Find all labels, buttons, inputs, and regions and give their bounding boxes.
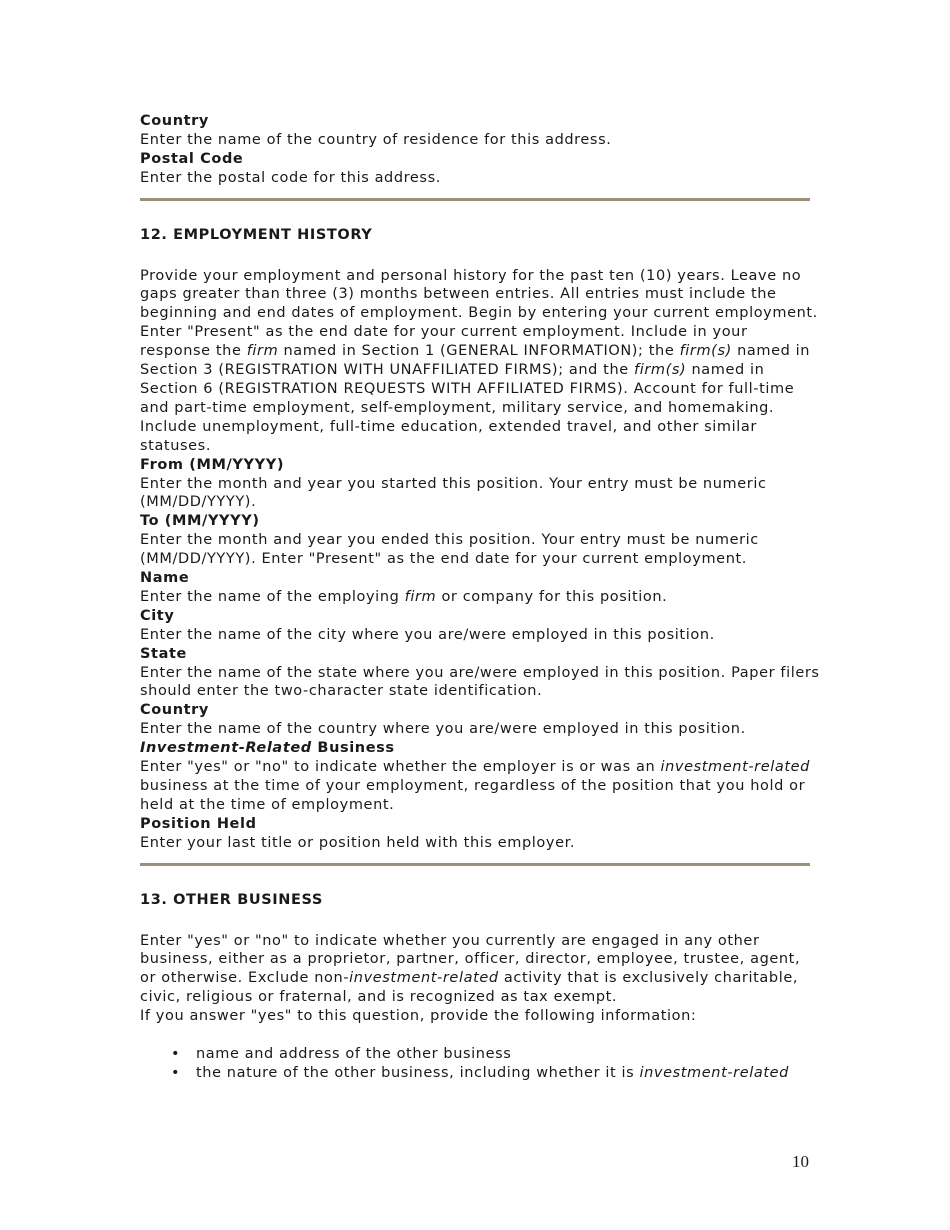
postal-code-label: Postal Code bbox=[140, 150, 244, 167]
section-12-heading: 12. EMPLOYMENT HISTORY bbox=[140, 226, 373, 243]
to-date-description: Enter the month and year you ended this position. Your entry must be numeric (MM/DD/YYYY). Enter "Present" as the end date for your current employment. bbox=[140, 532, 759, 568]
bullet-icon: • bbox=[171, 1046, 181, 1063]
state-description: Enter the name of the state where you are/were employed in this position. Paper filers should enter the two-character state identification. bbox=[140, 664, 820, 700]
employment-history-intro: Provide your employment and personal history for the past ten (10) years. Leave no gaps greater than three (3) months between entries. All entries must include the beginning and end dates of employment. Begin by entering your current employment. Enter "Present" as the end date for your current employment. Include in your response the firm named in Section 1 (GENERAL INFORMATION); the firm(s) named in Section 3 (REGISTRATION WITH UNAFFILIATED FIRMS); and the firm(s) named in Section 6 (REGISTRATION REQUESTS WITH AFFILIATED FIRMS). Account for full-time and part-time employment, self-employment, military service, and homemaking. Include unemployment, full-time education, extended travel, and other similar statuses. bbox=[140, 267, 818, 454]
state-label: State bbox=[140, 645, 187, 662]
from-date-description: Enter the month and year you started this position. Your entry must be numeric (MM/DD/YYYY). bbox=[140, 475, 767, 511]
employer-country-label: Country bbox=[140, 702, 209, 719]
name-label: Name bbox=[140, 570, 190, 587]
bullet-icon: • bbox=[171, 1064, 181, 1081]
other-business-followup: If you answer "yes" to this question, provide the following information: bbox=[140, 1008, 697, 1025]
country-label: Country bbox=[140, 113, 209, 129]
employer-country-description: Enter the name of the country where you are/were employed in this position. bbox=[140, 721, 746, 738]
country-description: Enter the name of the country of residence for this address. bbox=[140, 131, 612, 148]
document-body bbox=[140, 112, 820, 1083]
other-business-paragraph: Enter "yes" or "no" to indicate whether you currently are engaged in any other business, either as a proprietor, partner, officer, director, employee, trustee, agent, or otherwise. Exclude non-investment-related activity that is exclusively charitable, civic, religious or fraternal, and is recognized as tax exempt. bbox=[140, 932, 801, 1006]
postal-code-description: Enter the postal code for this address. bbox=[140, 169, 441, 186]
city-description: Enter the name of the city where you are/were employed in this position. bbox=[140, 626, 715, 643]
section-divider bbox=[140, 863, 810, 866]
section-13-heading: 13. OTHER BUSINESS bbox=[140, 891, 323, 908]
section-divider bbox=[140, 198, 810, 201]
position-held-label: Position Held bbox=[140, 815, 257, 832]
list-item: • the nature of the other business, including whether it is investment-related bbox=[171, 1064, 789, 1081]
from-date-label: From (MM/YYYY) bbox=[140, 456, 285, 473]
to-date-label: To (MM/YYYY) bbox=[140, 513, 260, 530]
position-held-description: Enter your last title or position held with this employer. bbox=[140, 834, 576, 851]
name-description: Enter the name of the employing firm or company for this position. bbox=[140, 588, 668, 605]
list-item: • name and address of the other business bbox=[171, 1046, 512, 1063]
page-number: 10 bbox=[792, 1152, 809, 1171]
other-business-list bbox=[140, 1045, 820, 1083]
investment-related-business-description: Enter "yes" or "no" to indicate whether the employer is or was an investment-related business at the time of your employment, regardless of the position that you hold or held at the time of employment. bbox=[140, 759, 810, 813]
city-label: City bbox=[140, 607, 175, 624]
investment-related-business-label: Investment-Related Business bbox=[140, 740, 395, 757]
